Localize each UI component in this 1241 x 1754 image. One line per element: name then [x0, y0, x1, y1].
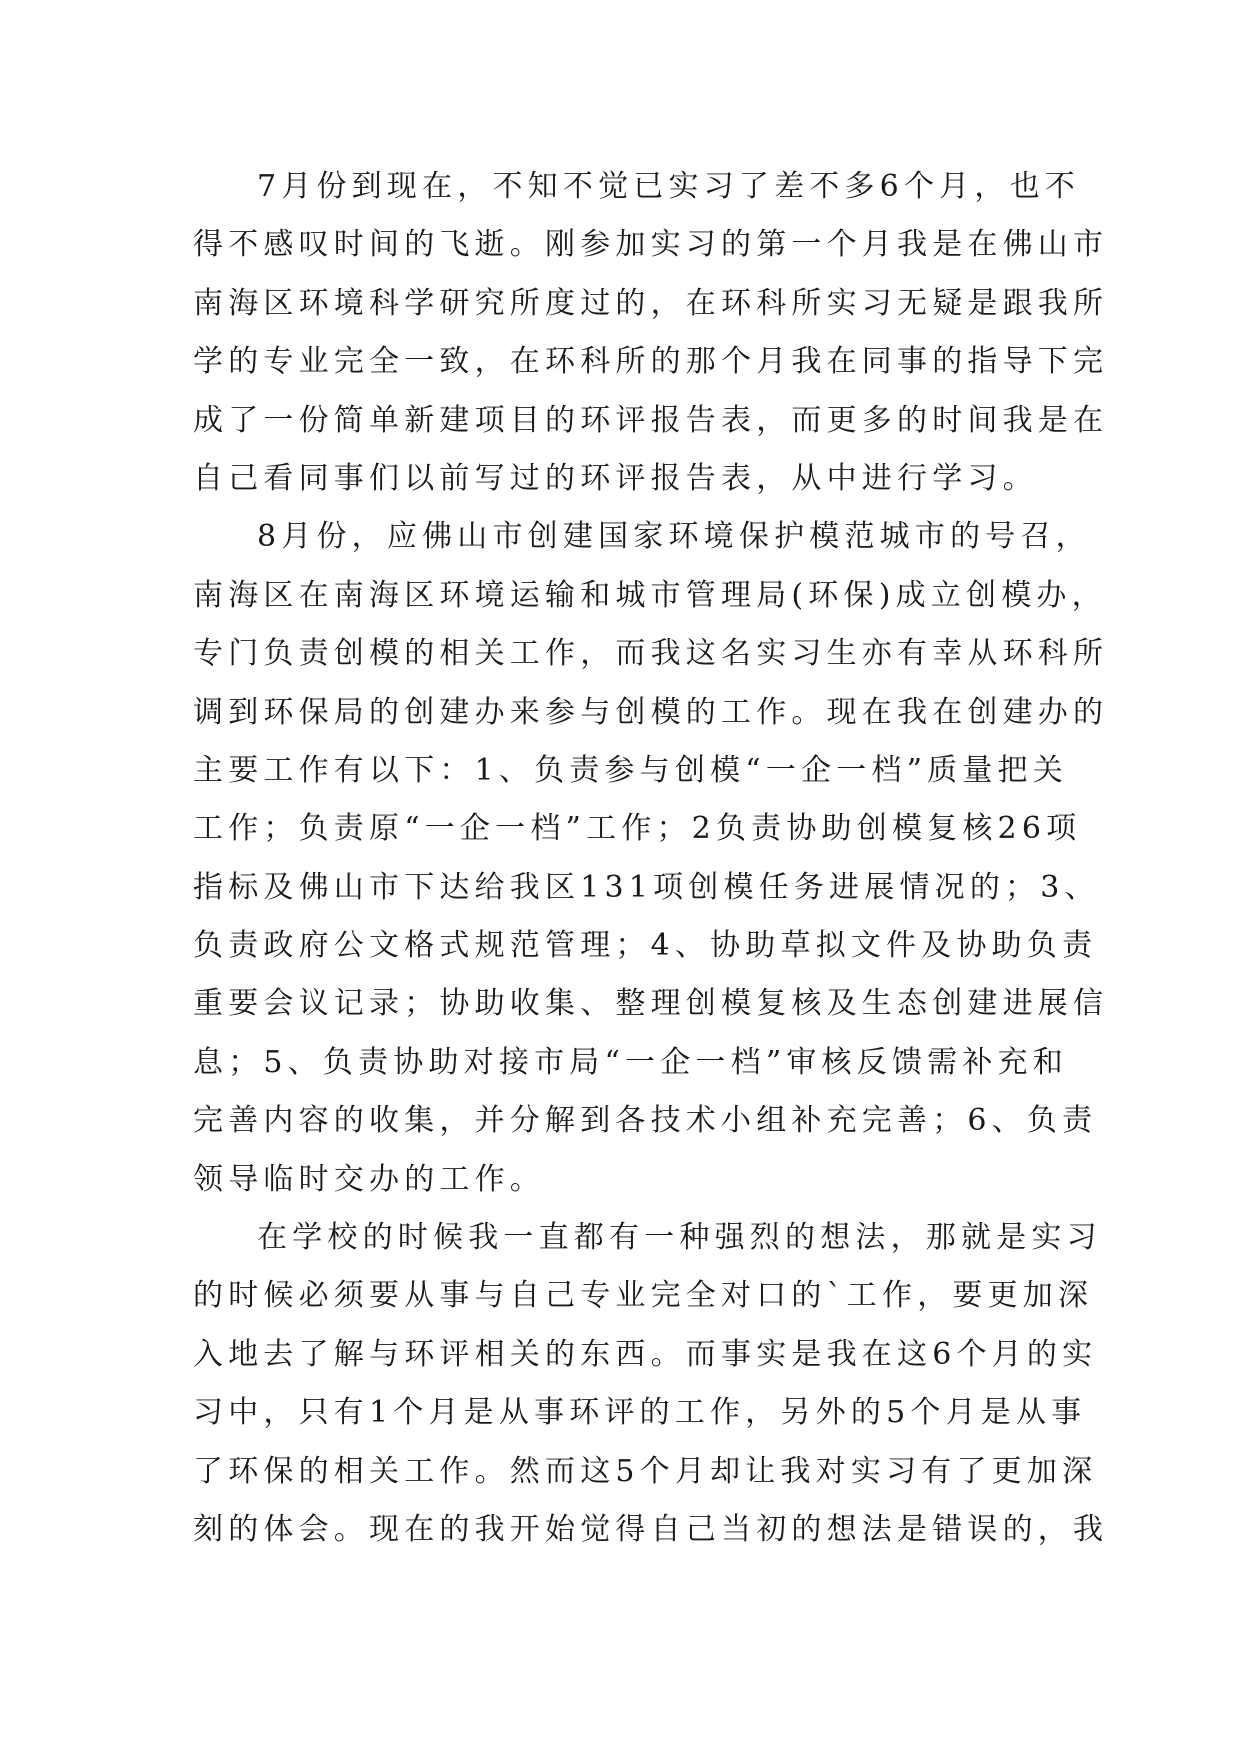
paragraph-line: 得不感叹时间的飞逝。刚参加实习的第一个月我是在佛山市 [193, 227, 1109, 263]
paragraph-line: 负责政府公文格式规范管理；4、协助草拟文件及协助负责 [193, 928, 1098, 964]
paragraph-line: 调到环保局的创建办来参与创模的工作。现在我在创建办的 [193, 694, 1109, 730]
paragraph-line: 完善内容的收集，并分解到各技术小组补充完善；6、负责 [193, 1103, 1098, 1139]
paragraph-line: 工作；负责原“一企一档”工作；2负责协助创模复核26项 [193, 811, 1082, 847]
paragraph-line: 的时候必须要从事与自己专业完全对口的`工作，要更加深 [193, 1278, 1094, 1314]
paragraph-line: 南海区环境科学研究所度过的，在环科所实习无疑是跟我所 [193, 285, 1109, 321]
paragraph-line: 刻的体会。现在的我开始觉得自己当初的想法是错误的，我 [193, 1511, 1109, 1547]
paragraph-line: 领导临时交办的工作。 [193, 1161, 545, 1197]
paragraph-line: 成了一份简单新建项目的环评报告表，而更多的时间我是在 [193, 402, 1109, 438]
paragraph-line: 学的专业完全一致，在环科所的那个月我在同事的指导下完 [193, 344, 1109, 380]
paragraph-line: 7月份到现在，不知不觉已实习了差不多6个月，也不 [257, 169, 1080, 204]
paragraph-line: 习中，只有1个月是从事环评的工作，另外的5个月是从事 [193, 1395, 1087, 1431]
paragraph-1 [193, 158, 1109, 508]
paragraph-3 [193, 1209, 1109, 1559]
paragraph-line: 专门负责创模的相关工作，而我这名实习生亦有幸从环科所 [193, 636, 1109, 672]
paragraph-line: 重要会议记录；协助收集、整理创模复核及生态创建进展信 [193, 986, 1109, 1022]
paragraph-line: 主要工作有以下：1、负责参与创模“一企一档”质量把关 [193, 752, 1068, 788]
paragraph-line: 南海区在南海区环境运输和城市管理局(环保)成立创模办， [193, 577, 1107, 613]
paragraph-line: 在学校的时候我一直都有一种强烈的想法，那就是实习 [257, 1220, 1102, 1256]
paragraph-line: 自己看同事们以前写过的环评报告表，从中进行学习。 [193, 460, 1038, 496]
paragraph-2 [193, 508, 1109, 1209]
paragraph-line: 息；5、负责协助对接市局“一企一档”审核反馈需补充和 [193, 1044, 1068, 1080]
paragraph-line: 8月份，应佛山市创建国家环境保护模范城市的号召， [257, 519, 1091, 555]
paragraph-line: 了环保的相关工作。然而这5个月却让我对实习有了更加深 [193, 1453, 1098, 1489]
paragraph-line: 入地去了解与环评相关的东西。而事实是我在这6个月的实 [193, 1336, 1098, 1372]
paragraph-line: 指标及佛山市下达给我区131项创模任务进展情况的；3、 [193, 869, 1100, 905]
document-body [193, 158, 1109, 1559]
